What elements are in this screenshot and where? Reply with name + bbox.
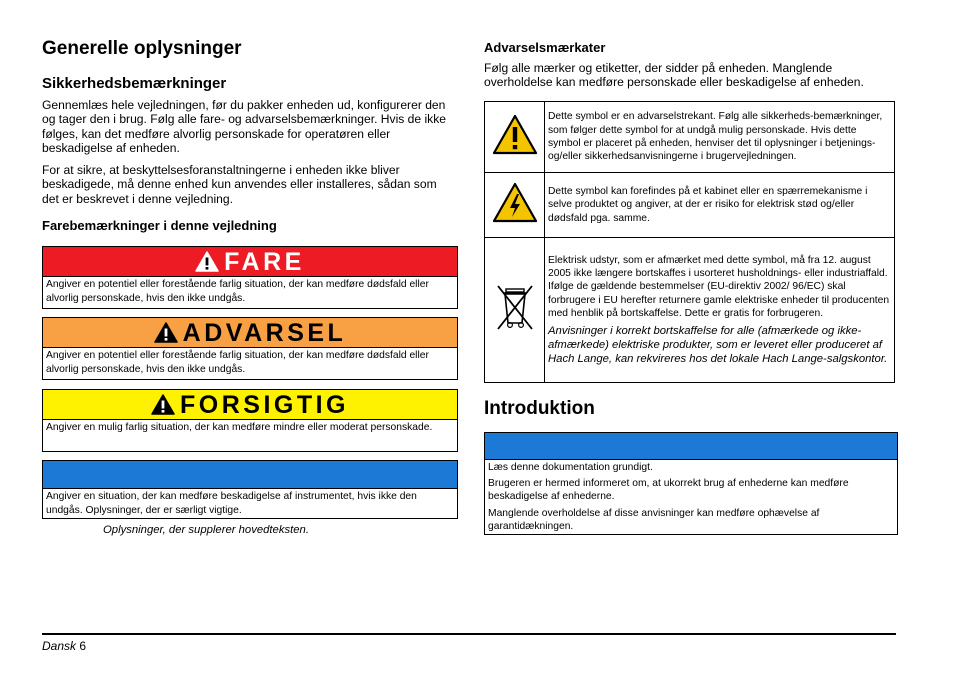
caution-bar [43,390,457,420]
footer [42,639,86,653]
safety-paragraph-1: Gennemlæs hele vejledningen, før du pakker enheden ud, konfigurerer den og tager den i brug. Følg alle fare- og advarselsbemærkninger. Hvis de ikke følges, kan det medføre alvorlig personskade for operatøren eller beskadigelse af enheden. [42,98,446,156]
electrical-hazard-icon [492,182,538,223]
symbols-table [484,101,895,383]
intro-row: Læs denne dokumentation grundigt. [488,462,653,473]
intro-row: Manglende overholdelse af disse anvisninger kan medføre ophævelse af garantidækningen. [488,507,820,532]
footer-page-number: 6 [79,639,87,653]
warning-triangle-icon [195,251,219,272]
symbol-text: Elektrisk udstyr, som er afmærket med dette symbol, må fra 12. august 2005 ikke længere bortskaffes i usorteret husholdnings- eller industriaffald. Ifølge de gældende bestemmelser (EU-direktiv 2002/ 96/EC) skal forbrugere i EU herefter returnere gamle elektriske enheder til producenten med henblik på bortskaffelse. Dette er gratis for forbrugeren. [548,254,890,320]
warning-triangle-icon [154,322,178,343]
notice-box [42,460,458,519]
warning-triangle-icon [151,394,175,415]
symbol-row [485,102,895,173]
labels-heading: Advarselsmærkater [484,40,606,55]
intro-notice-bar [485,433,897,460]
notice-text: Angiver en situation, der kan medføre beskadigelse af instrumentet, hvis ikke den undgås. Oplysninger, der er særligt vigtige. [46,491,417,516]
warning-text: Angiver en potentiel eller forestående farlig situation, der kan medføre dødsfald eller alvorlig personskade, hvis den ikke undgås. [46,350,429,375]
safety-paragraph-2: For at sikre, at beskyttelsesforanstaltningerne i enheden ikke bliver beskadigede, må denne enhed kun anvendes eller installeres, sådan som det er beskrevet i denne vejledning. [42,163,437,206]
symbol-text: Dette symbol er en advarselstrekant. Følg alle sikkerheds-bemærkninger, som følger dette symbol for at undgå mulig personskade. Hvis dette symbol er placeret på enheden, henviser det til oplysninger i betjenings- og/eller sikkerhedsanvisningerne i brugervejledningen. [545,102,895,173]
danger-label: FARE [224,247,305,276]
danger-bar [43,247,457,277]
footer-language: Dansk [42,639,77,653]
warning-bar [43,318,457,348]
caution-label: FORSIGTIG [180,390,349,419]
danger-text: Angiver en potentiel eller forestående farlig situation, der kan medføre dødsfald eller alvorlig personskade, hvis den ikke undgås. [46,279,429,304]
labels-paragraph: Følg alle mærker og etiketter, der sidder på enheden. Manglende overholdelse kan medføre personskade eller beskadigelse af enheden. [484,61,864,90]
symbol-row [485,173,895,238]
warning-triangle-icon [492,114,538,155]
page-title: Generelle oplysninger [42,38,242,59]
intro-heading: Introduktion [484,398,595,419]
caution-box [42,389,458,452]
intro-row: Brugeren er hermed informeret om, at ukorrekt brug af enhederne kan medføre beskadigelse af enhederne. [488,478,849,503]
symbol-row [485,238,895,383]
symbol-text: Dette symbol kan forefindes på et kabinet eller en spærremekanisme i selve produktet og angiver, at der er risiko for elektrisk stød og/eller dødsfald pga. samme. [545,173,895,238]
warning-label: ADVARSEL [182,318,347,347]
notice-bar [43,461,457,489]
crossed-bin-icon [495,283,535,333]
footer-divider [42,633,896,635]
disposal-note: Anvisninger i korrekt bortskaffelse for alle (afmærkede og ikke-afmærkede) elektriske produkter, som er leveret eller produceret af Hach Lange, kan rekvireres hos det lokale Hach Lange-salgskontor. [548,324,888,366]
warning-box [42,317,458,380]
safety-heading: Sikkerhedsbemærkninger [42,75,227,92]
info-note: Oplysninger, der supplerer hovedteksten. [103,524,309,536]
danger-box [42,246,458,309]
caution-text: Angiver en mulig farlig situation, der kan medføre mindre eller moderat personskade. [46,422,433,433]
hazard-heading: Farebemærkninger i denne vejledning [42,218,277,233]
intro-notice-box [484,432,898,535]
